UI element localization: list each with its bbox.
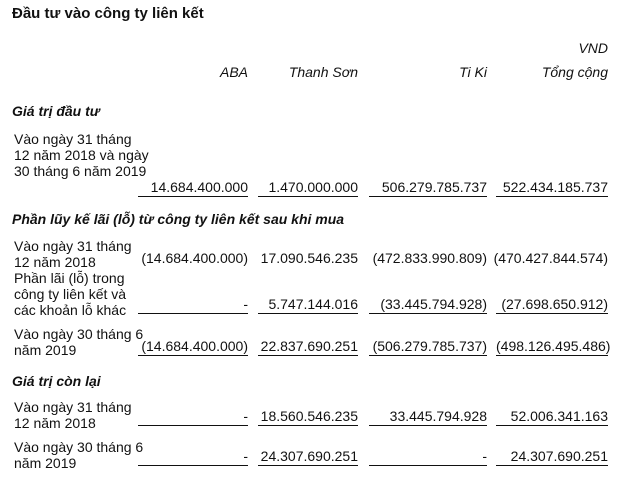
row-label: Vào ngày 30 tháng 6 năm 2019 (14, 326, 144, 358)
cell-value: (14.684.400.000) (141, 250, 248, 266)
section-heading-remaining: Giá trị còn lại (12, 373, 101, 389)
cell-value: (506.279.785.737) (369, 338, 487, 356)
cell-value: - (138, 296, 248, 314)
cell-value: 24.307.690.251 (258, 448, 358, 466)
cell-value: 18.560.546.235 (258, 408, 358, 426)
row-label: Vào ngày 31 tháng 12 năm 2018 (14, 238, 132, 270)
row-label: Vào ngày 30 tháng 6 năm 2019 (14, 439, 144, 471)
section-heading-investment: Giá trị đầu tư (12, 103, 100, 119)
column-header-total: Tổng cộng (541, 64, 608, 80)
column-header-aba: ABA (219, 64, 248, 80)
cell-value: 22.837.690.251 (258, 338, 358, 356)
cell-value: 52.006.341.163 (496, 408, 608, 426)
cell-value: 522.434.185.737 (496, 179, 608, 197)
page-title: Đầu tư vào công ty liên kết (12, 5, 204, 22)
cell-value: 5.747.144.016 (258, 296, 358, 314)
column-header-ti-ki: Ti Ki (459, 64, 487, 80)
cell-value: - (138, 448, 248, 466)
cell-value: (498.126.495.486) (496, 338, 611, 354)
cell-value: (33.445.794.928) (369, 296, 487, 314)
cell-value: - (369, 448, 487, 466)
cell-value: (470.427.844.574) (493, 250, 608, 266)
cell-value: 1.470.000.000 (258, 179, 358, 197)
cell-value: (27.698.650.912) (496, 296, 608, 314)
cell-value: 24.307.690.251 (496, 448, 608, 466)
cell-value: 17.090.546.235 (260, 250, 358, 266)
row-label: Vào ngày 31 tháng 12 năm 2018 (14, 399, 132, 431)
section-heading-accumulated: Phần lũy kế lãi (lỗ) từ công ty liên kết sau khi mua (12, 211, 345, 227)
cell-value: 506.279.785.737 (369, 179, 487, 197)
currency-unit: VND (578, 40, 608, 56)
column-header-thanh-son: Thanh Sơn (288, 64, 358, 80)
cell-value: (14.684.400.000) (138, 338, 248, 356)
cell-value: 14.684.400.000 (138, 179, 248, 197)
cell-value: (472.833.990.809) (372, 250, 487, 266)
cell-value: 33.445.794.928 (369, 408, 487, 426)
cell-value: - (138, 408, 248, 426)
row-label: Phần lãi (lỗ) trong công ty liên kết và các khoản lỗ khác (14, 270, 127, 318)
row-label: Vào ngày 31 tháng 12 năm 2018 và ngày 30 tháng 6 năm 2019 (14, 131, 149, 179)
